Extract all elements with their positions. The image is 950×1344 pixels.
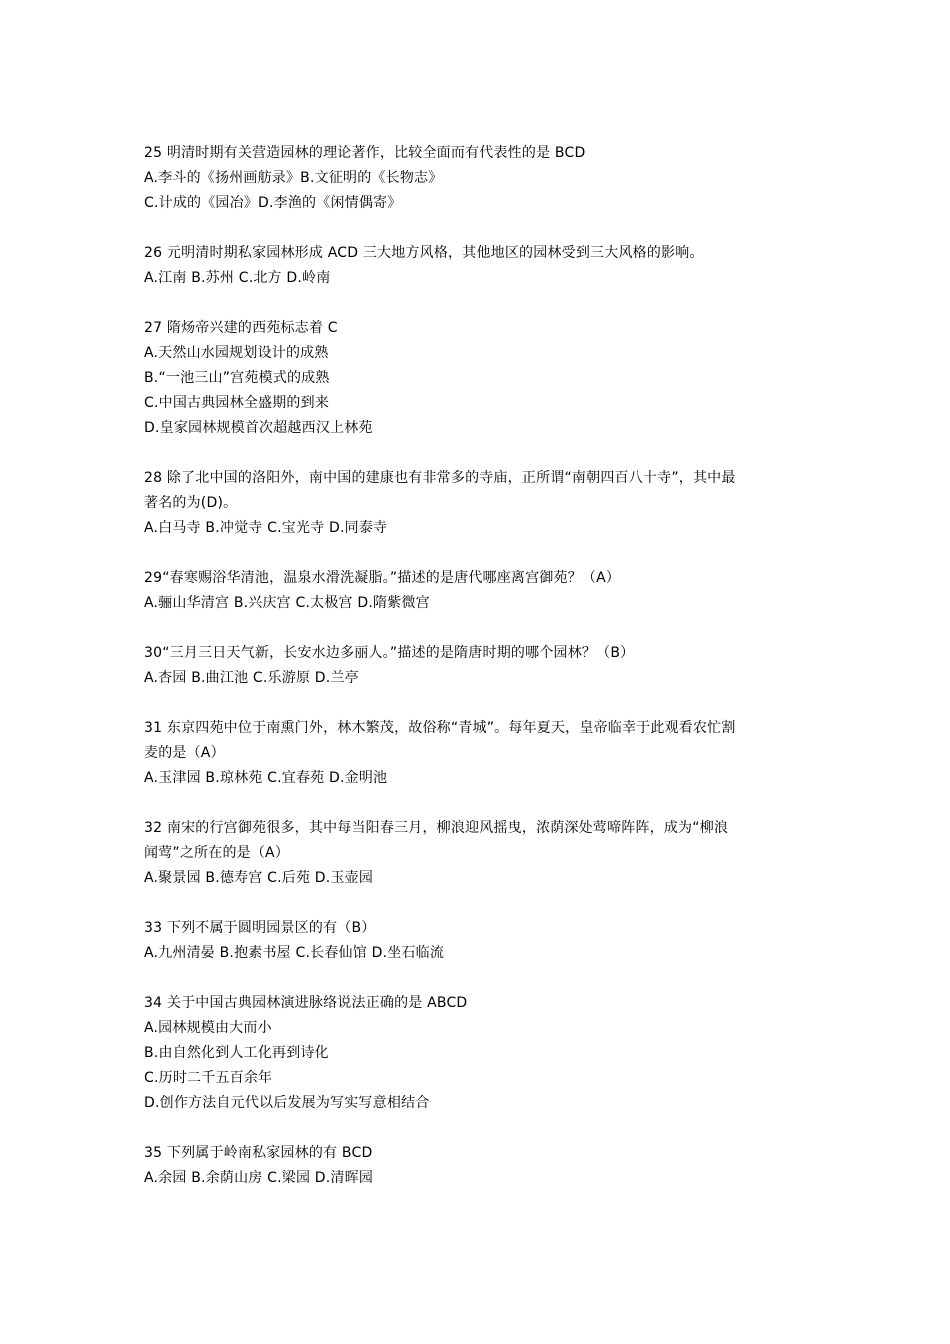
- question-option-line: A.聚景园 B.德寿宫 C.后苑 D.玉壶园: [144, 870, 374, 886]
- question-option-line: C.中国古典园林全盛期的到来: [144, 395, 330, 411]
- question-option-line: B.“一池三山”宫苑模式的成熟: [144, 370, 330, 386]
- question-text: 31 东京四苑中位于南熏门外，林木繁茂，故俗称“青城”。每年夏天，皇帝临幸于此观看农忙割: [144, 720, 736, 736]
- question-option-line: C.历时二千五百余年: [144, 1070, 273, 1086]
- question-block: [144, 816, 814, 891]
- question-option-line: A.玉津园 B.琼林苑 C.宜春苑 D.金明池: [144, 770, 388, 786]
- question-text: 34 关于中国古典园林演进脉络说法正确的是 ABCD: [144, 995, 468, 1011]
- question-block: [144, 466, 814, 541]
- question-text: 32 南宋的行宫御苑很多，其中每当阳春三月，柳浪迎风摇曳，浓荫深处莺啼阵阵，成为“柳浪: [144, 820, 729, 836]
- question-block: [144, 916, 814, 966]
- question-option-line: 麦的是（A）: [144, 745, 225, 761]
- question-option-line: A.李斗的《扬州画舫录》B.文征明的《长物志》: [144, 170, 443, 186]
- question-option-line: A.园林规模由大而小: [144, 1020, 272, 1036]
- question-block: [144, 316, 814, 441]
- question-option-line: A.余园 B.余荫山房 C.梁园 D.清晖园: [144, 1170, 374, 1186]
- question-block: [144, 716, 814, 791]
- question-text: 35 下列属于岭南私家园林的有 BCD: [144, 1145, 373, 1161]
- question-option-line: A.杏园 B.曲江池 C.乐游原 D.兰亭: [144, 670, 359, 686]
- question-text: 25 明清时期有关营造园林的理论著作，比较全面而有代表性的是 BCD: [144, 145, 586, 161]
- question-block: [144, 641, 814, 691]
- question-option-line: A.白马寺 B.冲觉寺 C.宝光寺 D.同泰寺: [144, 520, 388, 536]
- question-option-line: A.九州清晏 B.抱素书屋 C.长春仙馆 D.坐石临流: [144, 945, 445, 961]
- question-text: 27 隋炀帝兴建的西苑标志着 C: [144, 320, 338, 336]
- question-option-line: C.计成的《园冶》D.李渔的《闲情偶寄》: [144, 195, 402, 211]
- question-block: [144, 1141, 814, 1191]
- question-option-line: D.创作方法自元代以后发展为写实写意相结合: [144, 1095, 430, 1111]
- question-option-line: D.皇家园林规模首次超越西汉上林苑: [144, 420, 373, 436]
- question-option-line: A.骊山华清宫 B.兴庆宫 C.太极宫 D.隋紫微宫: [144, 595, 430, 611]
- question-option-line: B.由自然化到人工化再到诗化: [144, 1045, 329, 1061]
- question-block: [144, 141, 814, 216]
- question-text: 28 除了北中国的洛阳外，南中国的建康也有非常多的寺庙，正所谓“南朝四百八十寺”，其中最: [144, 470, 736, 486]
- question-option-line: A.天然山水园规划设计的成熟: [144, 345, 329, 361]
- question-block: [144, 241, 814, 291]
- document-page: [144, 141, 814, 1216]
- question-block: [144, 991, 814, 1116]
- question-block: [144, 566, 814, 616]
- question-option-line: A.江南 B.苏州 C.北方 D.岭南: [144, 270, 331, 286]
- question-option-line: 闻莺”之所在的是（A）: [144, 845, 290, 861]
- question-text: 33 下列不属于圆明园景区的有（B）: [144, 920, 376, 936]
- question-text: 29“春寒赐浴华清池，温泉水滑洗凝脂。”描述的是唐代哪座离宫御苑？（A）: [144, 570, 621, 586]
- question-text: 26 元明清时期私家园林形成 ACD 三大地方风格，其他地区的园林受到三大风格的影响。: [144, 245, 704, 261]
- question-text: 30“三月三日天气新，长安水边多丽人。”描述的是隋唐时期的哪个园林？（B）: [144, 645, 635, 661]
- question-option-line: 著名的为(D)。: [144, 495, 238, 511]
